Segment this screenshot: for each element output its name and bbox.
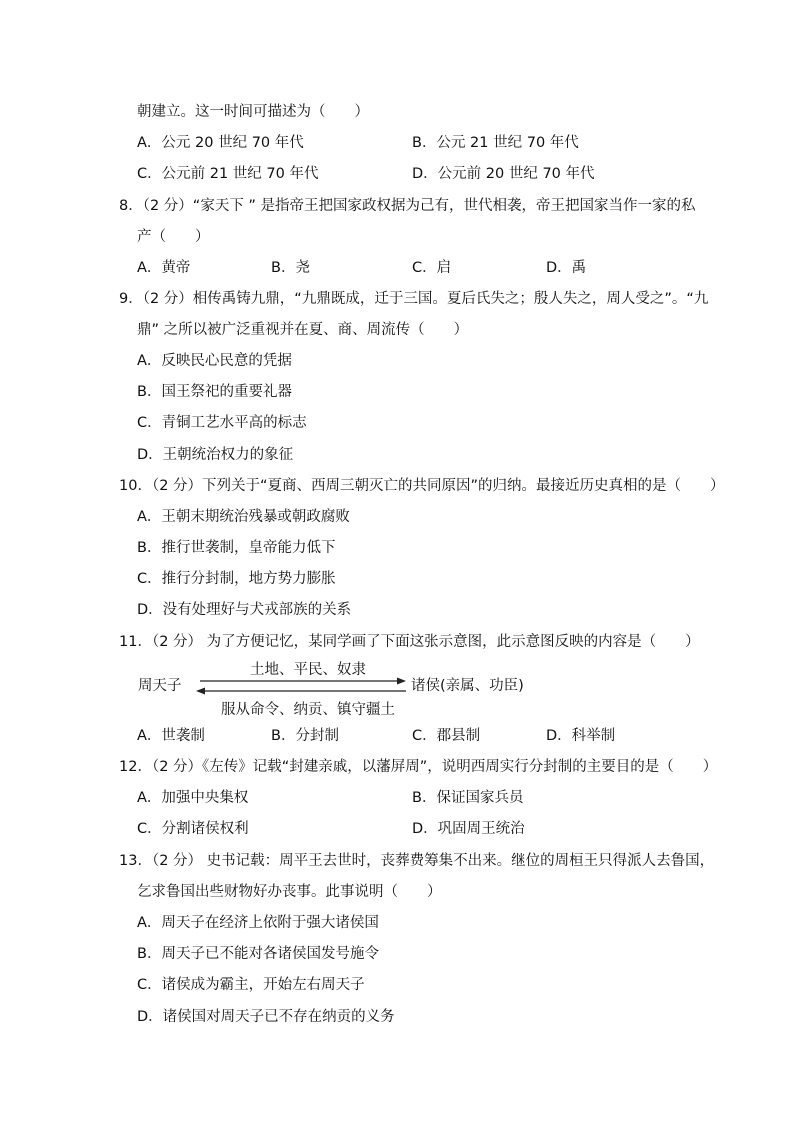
diagram-right-label: 诸侯(亲属、功臣) [411,678,524,694]
q9-option-a: A．反映民心民意的凭据 [137,353,292,369]
q7-option-a: A．公元 20 世纪 70 年代 [137,135,304,151]
q7-option-d: D．公元前 20 世纪 70 年代 [412,166,595,182]
q13-stem-line2: 乞求鲁国出些财物好办丧事。此事说明（ ） [137,884,442,900]
q11-stem: 11．（2 分） 为了方便记忆，某同学画了下面这张示意图，此示意图反映的内容是（ ） [119,634,700,650]
q12-stem: 12．（2 分）《左传》记载“封建亲戚，以藩屏周”，说明西周实行分封制的主要目的是（ ） [119,759,718,775]
diagram-left-label: 周天子 [138,678,182,694]
q13-option-d: D．诸侯国对周天子已不存在纳贡的义务 [137,1009,395,1025]
q13-stem-line1: 13．（2 分） 史书记载：周平王去世时，丧葬费筹集不出来。继位的周桓王只得派人去鲁国， [119,853,715,869]
q8-option-d: D．禹 [546,260,587,276]
q11-option-b: B．分封制 [271,728,339,744]
q13-option-c: C．诸侯成为霸主，开始左右周天子 [137,977,365,993]
q12-option-d: D．巩固周王统治 [412,821,525,837]
arrow-left-head [196,688,205,695]
q10-option-a: A．王朝末期统治残暴或朝政腐败 [137,509,350,525]
q9-option-d: D．王朝统治权力的象征 [137,447,294,463]
q9-stem-line1: 9．（2 分）相传禹铸九鼎，“九鼎既成，迁于三国。夏后氏失之；殷人失之，周人受之”。“九 [119,291,709,307]
q7-option-c: C．公元前 21 世纪 70 年代 [137,166,319,182]
q9-stem-line2: 鼎” 之所以被广泛重视并在夏、商、周流传（ ） [137,322,469,338]
q13-option-b: B．周天子已不能对各诸侯国发号施令 [137,946,379,962]
q7-option-b: B．公元 21 世纪 70 年代 [412,135,579,151]
q13-option-a: A．周天子在经济上依附于强大诸侯国 [137,915,379,931]
q8-stem-line1: 8．（2 分）“家天下 ” 是指帝王把国家政权据为己有，世代相袭，帝王把国家当作一家的私 [119,198,696,214]
q10-option-b: B．推行世袭制，皇帝能力低下 [137,540,336,556]
q8-option-a: A．黄帝 [137,260,191,276]
diagram-bottom-label: 服从命令、纳贡、镇守疆土 [221,702,395,718]
arrow-right-head [397,678,406,685]
fenfeng-diagram [138,660,538,722]
q9-option-b: B．国王祭祀的重要礼器 [137,384,292,400]
q11-option-a: A．世袭制 [137,728,205,744]
q10-option-d: D．没有处理好与犬戎部族的关系 [137,602,352,618]
q7-stem-continuation: 朝建立。这一时间可描述为（ ） [137,104,369,120]
diagram-top-label: 土地、平民、奴隶 [250,662,366,678]
q11-option-d: D．科举制 [546,728,616,744]
q9-option-c: C．青铜工艺水平高的标志 [137,415,307,431]
q8-stem-line2: 产（ ） [137,229,210,245]
q8-option-c: C．启 [412,260,452,276]
q10-stem: 10．（2 分）下列关于“夏商、西周三朝灭亡的共同原因”的归纳。最接近历史真相的是（ ） [119,478,725,494]
q12-option-c: C．分割诸侯权利 [137,821,249,837]
q12-option-a: A．加强中央集权 [137,790,249,806]
q10-option-c: C．推行分封制，地方势力膨胀 [137,571,336,587]
q12-option-b: B．保证国家兵员 [412,790,524,806]
q11-option-c: C．郡县制 [412,728,481,744]
q8-option-b: B．尧 [271,260,310,276]
